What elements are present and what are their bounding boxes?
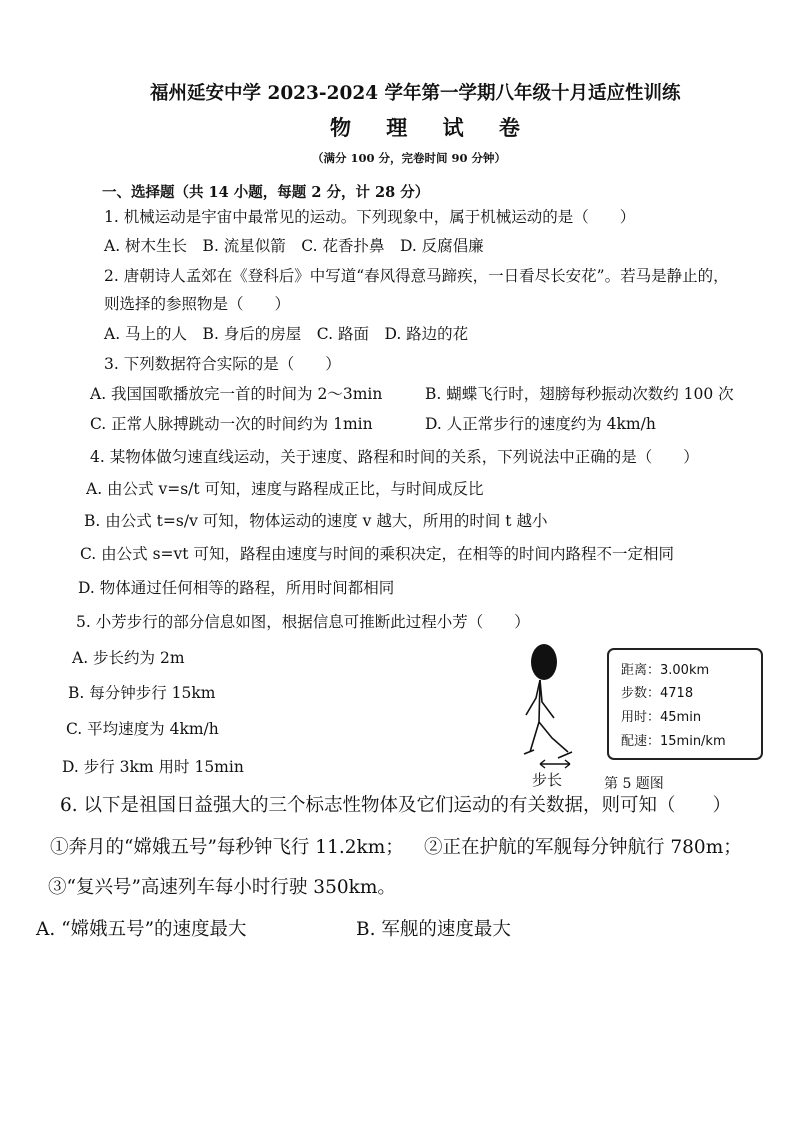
q5-option-c: C. 平均速度为 4km/h [66, 720, 219, 738]
q1-options: A. 树木生长 B. 流星似箭 C. 花香扑鼻 D. 反腐倡廉 [104, 237, 484, 255]
q6-item-3: ③“复兴号”高速列车每小时行驶 350km。 [48, 877, 396, 898]
q4-option-d: D. 物体通过任何相等的路程，所用时间都相同 [78, 579, 395, 597]
q4-stem: 4. 某物体做匀速直线运动，关于速度、路程和时间的关系，下列说法中正确的是（ ） [90, 448, 699, 466]
exam-title: 福州延安中学 2023-2024 学年第一学期八年级十月适应性训练 [150, 83, 681, 104]
q2-stem-cont: 则选择的参照物是（ ） [104, 295, 291, 313]
q5-option-b: B. 每分钟步行 15km [68, 684, 216, 702]
section-heading: 一、选择题（共 14 小题，每题 2 分，计 28 分） [102, 184, 430, 201]
q3-option-b: B. 蝴蝶飞行时，翅膀每秒振动次数约 100 次 [425, 385, 734, 403]
distance-readout: 距离：3.00km [621, 663, 710, 678]
pedometer-info-box [607, 648, 763, 760]
q6-stem: 6. 以下是祖国日益强大的三个标志性物体及它们运动的有关数据，则可知（ ） [60, 795, 732, 816]
q6-item-2: ②正在护航的军舰每分钟航行 780m； [424, 837, 742, 858]
q6-option-a: A. “嫦娥五号”的速度最大 [36, 919, 247, 940]
q5-option-a: A. 步长约为 2m [72, 649, 185, 667]
steps-readout: 步数：4718 [621, 686, 694, 701]
q3-option-c: C. 正常人脉搏跳动一次的时间约为 1min [90, 415, 373, 433]
pace-readout: 配速：15min/km [621, 734, 726, 749]
q3-option-d: D. 人正常步行的速度约为 4km/h [425, 415, 656, 433]
step-length-label: 步长 [532, 771, 563, 789]
q4-option-a: A. 由公式 v=s/t 可知，速度与路程成正比，与时间成反比 [86, 480, 484, 498]
q3-stem: 3. 下列数据符合实际的是（ ） [104, 355, 341, 373]
q2-stem: 2. 唐朝诗人孟郊在《登科后》中写道“春风得意马蹄疾，一日看尽长安花”。若马是静止的， [104, 267, 729, 285]
q5-stem: 5. 小芳步行的部分信息如图，根据信息可推断此过程小芳（ ） [76, 613, 530, 631]
exam-subject: 物 理 试 卷 [330, 115, 534, 140]
walking-person-figure [510, 640, 590, 790]
q3-option-a: A. 我国国歌播放完一首的时间为 2～3min [90, 385, 383, 403]
q4-option-b: B. 由公式 t=s/v 可知，物体运动的速度 v 越大，所用的时间 t 越小 [84, 512, 548, 530]
q2-options: A. 马上的人 B. 身后的房屋 C. 路面 D. 路边的花 [104, 325, 469, 343]
q6-option-b: B. 军舰的速度最大 [356, 919, 511, 940]
q5-option-d: D. 步行 3km 用时 15min [62, 758, 244, 776]
q6-item-1: ①奔月的“嫦娥五号”每秒钟飞行 11.2km； [50, 837, 404, 858]
exam-note: （满分 100 分，完卷时间 90 分钟） [312, 151, 507, 165]
q4-option-c: C. 由公式 s=vt 可知，路程由速度与时间的乘积决定，在相等的时间内路程不一定相同 [80, 545, 674, 563]
figure-caption: 第 5 题图 [604, 776, 664, 792]
q1-stem: 1. 机械运动是宇宙中最常见的运动。下列现象中，属于机械运动的是（ ） [104, 208, 636, 226]
time-readout: 用时：45min [621, 710, 702, 725]
